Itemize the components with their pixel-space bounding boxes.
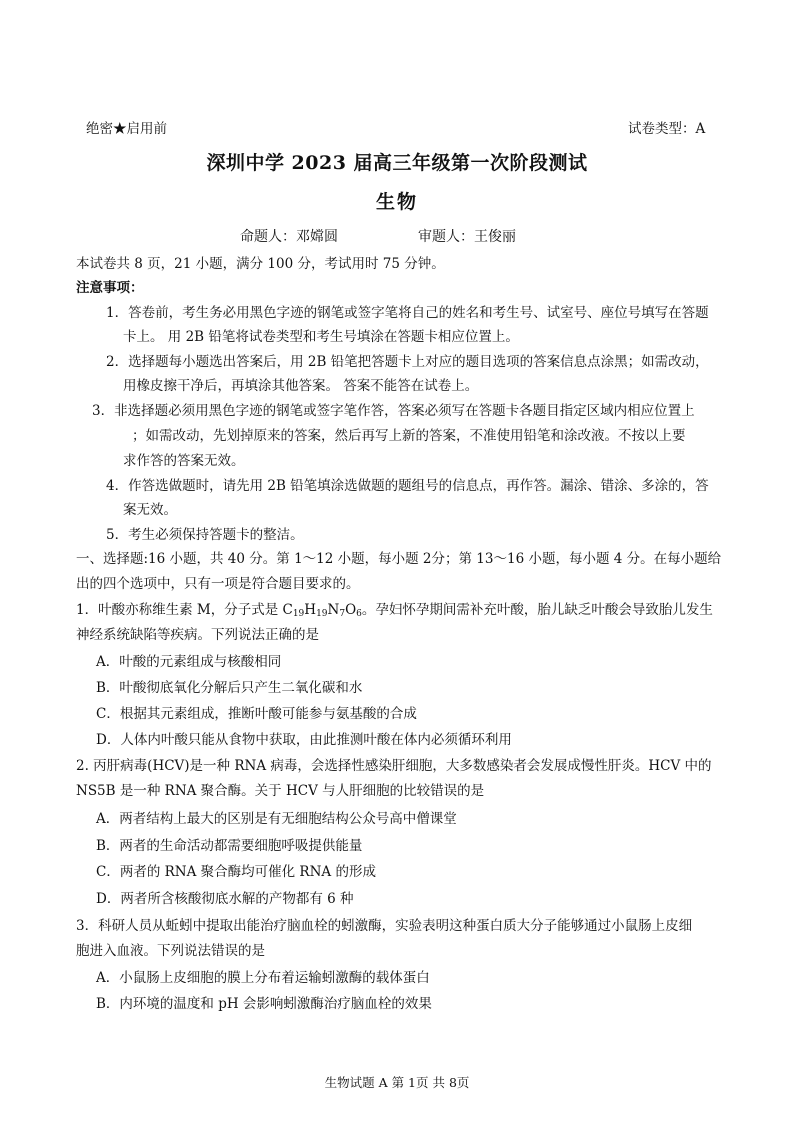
secret-label: 绝密★启用前 xyxy=(86,121,167,137)
q2-option-d: D．两者所含核酸彻底水解的产物都有 6 种 xyxy=(96,891,354,907)
section-heading-line-2: 出的四个选项中，只有一项是符合题目要求的。 xyxy=(76,576,360,592)
page-footer: 生物试题 A 第 1页 共 8页 xyxy=(324,1075,470,1090)
paper-type-label: 试卷类型：A xyxy=(628,121,706,137)
q3-stem-line-2: 胞进入血液。下列说法错误的是 xyxy=(76,943,265,959)
notice-title: 注意事项： xyxy=(76,280,144,296)
notice-4-line-1: 4．作答选做题时，请先用 2B 铅笔填涂选做题的题组号的信息点，再作答。漏涂、错涂、多涂的，答 xyxy=(106,478,709,494)
notice-5: 5．考生必须保持答题卡的整洁。 xyxy=(106,527,304,543)
q2-stem-line-2: NS5B 是一种 RNA 聚合酶。关于 HCV 与人肝细胞的比较错误的是 xyxy=(76,783,485,799)
q1-stem-line-2: 神经系统缺陷等疾病。下列说法正确的是 xyxy=(76,627,319,643)
q3-stem-line-1: 3．科研人员从蚯蚓中提取出能治疗脑血栓的蚓激酶，实验表明这种蛋白质大分子能够通过小鼠肠上皮细 xyxy=(76,918,693,934)
q1-stem-line-1: 1．叶酸亦称维生素 M，分子式是 $C_{19}H_{19}N_7O_6$。孕妇怀孕期间需补充叶酸，胎儿缺乏叶酸会导致胎儿发生 xyxy=(76,602,713,619)
exam-title: 深圳中学 2023 届高三年级第一次阶段测试 xyxy=(206,152,588,174)
notice-1-line-1: 1．答卷前，考生务必用黑色字迹的钢笔或签字笔将自己的姓名和考生号、试室号、座位号填写在答题 xyxy=(106,305,709,321)
q1-option-c: C．根据其元素组成，推断叶酸可能参与氨基酸的合成 xyxy=(96,706,417,722)
intro-text: 本试卷共 8 页，21 小题，满分 100 分，考试用时 75 分钟。 xyxy=(76,256,445,272)
notice-3-line-1: 3．非选择题必须用黑色字迹的钢笔或签字笔作答，答案必须写在答题卡各题目指定区域内相应位置上 xyxy=(92,403,695,419)
q1-option-d: D．人体内叶酸只能从食物中获取，由此推测叶酸在体内必须循环利用 xyxy=(96,732,512,748)
notice-1-line-2: 卡上。 用 2B 铅笔将试卷类型和考生号填涂在答题卡相应位置上。 xyxy=(123,329,519,345)
q1-option-a: A．叶酸的元素组成与核酸相同 xyxy=(96,654,282,670)
authors-line xyxy=(240,226,516,246)
subject-title: 生物 xyxy=(375,191,418,213)
q2-option-c: C．两者的 RNA 聚合酶均可催化 RNA 的形成 xyxy=(96,864,376,880)
q2-option-b: B．两者的生命活动都需要细胞呼吸提供能量 xyxy=(96,838,363,854)
setter: 命题人：邓嫦圆 xyxy=(240,229,338,245)
q2-stem-line-1: 2. 丙肝病毒(HCV)是一种 RNA 病毒，会选择性感染肝细胞，大多数感染者会发展成慢性肝炎。HCV 中的 xyxy=(76,758,712,774)
reviewer: 审题人：王俊丽 xyxy=(418,229,516,245)
q3-option-a: A．小鼠肠上皮细胞的膜上分布着运输蚓激酶的载体蛋白 xyxy=(96,970,430,986)
notice-2-line-1: 2．选择题每小题选出答案后，用 2B 铅笔把答题卡上对应的题目选项的答案信息点涂黑；如需改动， xyxy=(106,354,709,370)
q1-option-b: B．叶酸彻底氧化分解后只产生二氧化碳和水 xyxy=(96,680,363,696)
q2-option-a: A．两者结构上最大的区别是有无细胞结构公众号高中僧课堂 xyxy=(96,811,457,827)
notice-2-line-2: 用橡皮擦干净后，再填涂其他答案。 答案不能答在试卷上。 xyxy=(123,378,479,394)
section-heading-line-1: 一、选择题:16 小题，共 40 分。第 1～12 小题，每小题 2分；第 13～16 小题，每小题 4 分。在每小题给 xyxy=(76,551,722,567)
notice-3-line-3: 求作答的答案无效。 xyxy=(123,453,245,469)
q3-option-b: B．内环境的温度和 pH 会影响蚓激酶治疗脑血栓的效果 xyxy=(96,996,432,1012)
notice-3-line-2: ；如需改动，先划掉原来的答案，然后再写上新的答案，不准使用铅笔和涂改液。不按以上要 xyxy=(132,428,686,444)
notice-4-line-2: 案无效。 xyxy=(123,502,177,518)
